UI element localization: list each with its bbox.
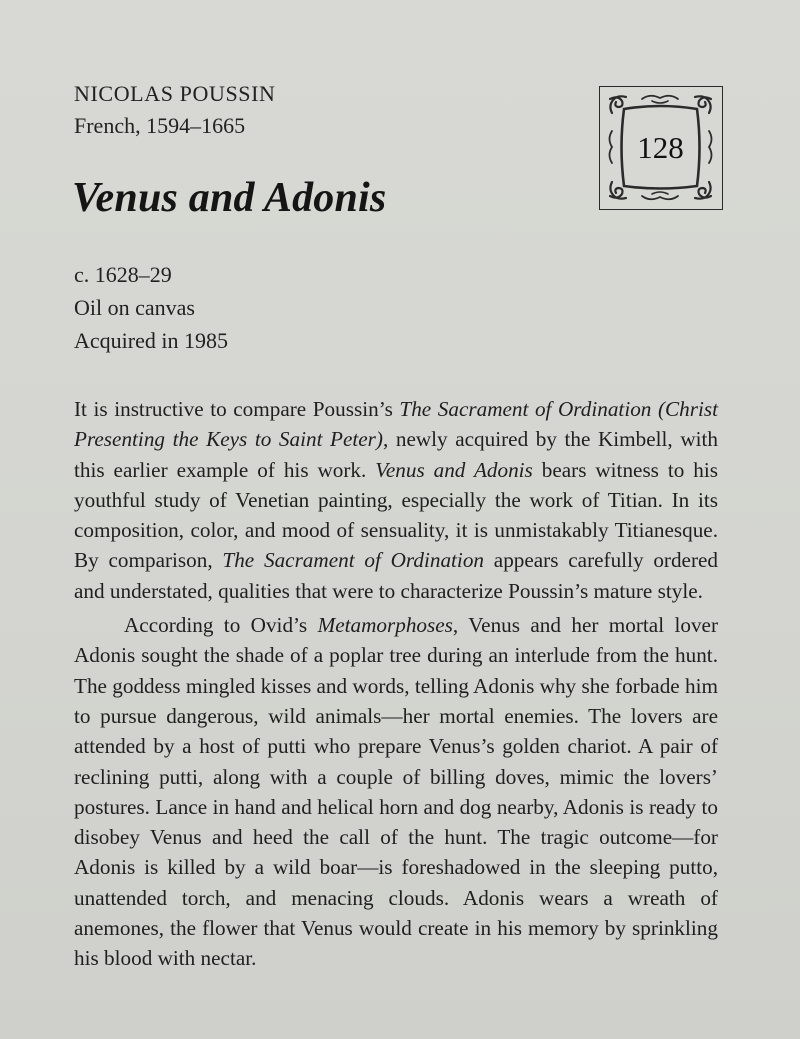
artwork-description	[74, 394, 718, 974]
text-run: , newly acquired by the Kimbell, with this earlier example of his work.	[74, 427, 718, 482]
italic-title-run: The Sacrament of Ordination	[222, 548, 485, 573]
artwork-date: c. 1628–29	[74, 262, 172, 287]
artist-nationality-dates: French, 1594–1665	[74, 113, 246, 138]
catalog-number: 128	[637, 130, 684, 165]
italic-title-run: Metamorphoses	[317, 613, 453, 638]
text-run: bears witness to his youthful study of Venetian painting, especially the work of Titian. In its composition, color, and mood of sensuality, it is unmistakably Titianesque. By comparison,	[74, 457, 718, 573]
catalog-number-badge	[599, 86, 723, 210]
italic-title-run: Venus and Adonis	[375, 457, 533, 482]
italic-title-run: The Sacrament of Ordination (Christ Presenting the Keys to Saint Peter)	[74, 397, 719, 452]
artwork-details	[74, 258, 228, 357]
text-run: , Venus and her mortal lover Adonis sought the shade of a poplar tree during an interlude from the hunt. The goddess mingled kisses and words, telling Adonis why she forbade him to pursue dangerous, wild animals—her mortal enemies. The lovers are attended by a host of putti who prepare Venus’s golden chariot. A pair of reclining putti, along with a couple of billing doves, mimic the lovers’ postures. Lance in hand and helical horn and dog nearby, Adonis is ready to disobey Venus and heed the call of the hunt. The tragic outcome—for Adonis is killed by a wild boar—is foreshadowed in the sleeping putto, unattended torch, and menacing clouds. Adonis wears a wreath of anemones, the flower that Venus would create in his memory by sprinkling his blood with nectar.	[74, 613, 719, 971]
text-run: It is instructive to compare Poussin’s	[74, 397, 400, 421]
text-run: According to Ovid’s	[124, 613, 318, 638]
artwork-acquisition: Acquired in 1985	[74, 328, 228, 353]
description-paragraph-1	[74, 394, 718, 606]
description-paragraph-2	[74, 610, 718, 974]
artwork-medium: Oil on canvas	[74, 295, 195, 320]
artwork-title: Venus and Adonis	[72, 175, 387, 221]
artist-name: NICOLAS POUSSIN	[74, 81, 276, 106]
text-run: appears carefully ordered and understated, qualities that were to characterize Poussin’s mature style.	[74, 548, 719, 603]
